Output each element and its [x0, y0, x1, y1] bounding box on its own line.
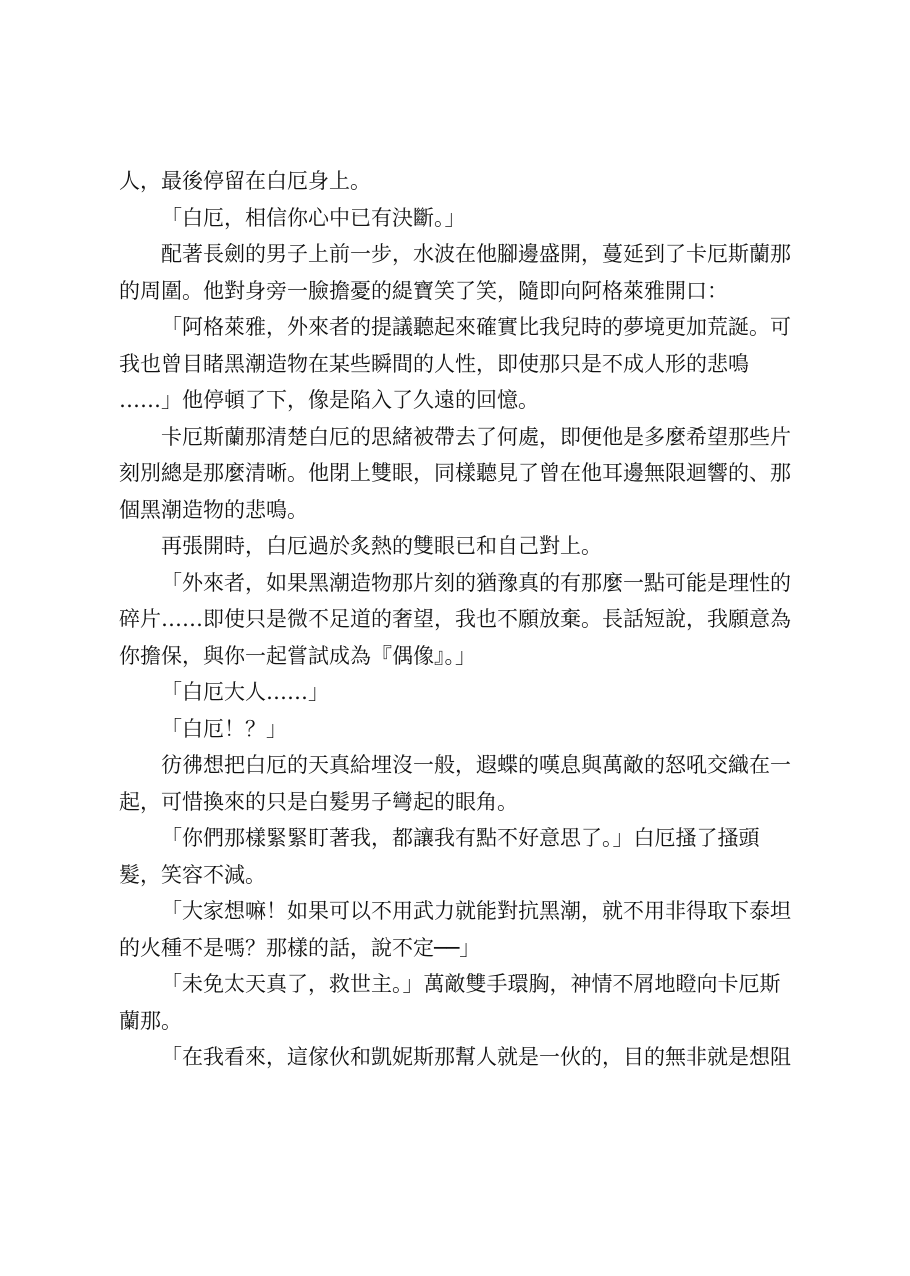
text-line: 碎片……即使只是微不足道的奢望，我也不願放棄。長話短說，我願意為	[119, 607, 791, 631]
text-line: 的火種不是嗎？那樣的話，說不定──」	[119, 935, 481, 960]
text-line: 髮，笑容不減。	[119, 862, 266, 887]
text-line: 彷彿想把白厄的天真給埋沒一般，遐蝶的嘆息與萬敵的怒吼交織在一	[161, 753, 791, 777]
text-line: 「白厄！？」	[161, 716, 287, 741]
text-line: 我也曾目睹黑潮造物在某些瞬間的人性，即使那只是不成人形的悲鳴	[119, 351, 749, 376]
text-line: 「你們那樣緊緊盯著我，都讓我有點不好意思了。」白厄搔了搔頭	[161, 826, 760, 850]
text-line: 「白厄，相信你心中已有決斷。」	[161, 205, 466, 230]
text-line: 「大家想嘛！如果可以不用武力就能對抗黑潮，就不用非得取下泰坦	[161, 899, 791, 923]
body-text	[119, 163, 791, 1076]
text-line: 蘭那。	[119, 1008, 182, 1033]
text-line: 「在我看來，這傢伙和凱妮斯那幫人就是一伙的，目的無非就是想阻	[161, 1045, 791, 1069]
text-line: 「未免太天真了，救世主。」萬敵雙手環胸，神情不屑地瞪向卡厄斯	[161, 972, 781, 996]
text-line: 配著長劍的男子上前一步，水波在他腳邊盛開，蔓延到了卡厄斯蘭那	[161, 242, 791, 266]
text-line: 「白厄大人……」	[161, 680, 329, 704]
text-line: 「阿格萊雅，外來者的提議聽起來確實比我兒時的夢境更加荒誕。可	[161, 315, 791, 339]
text-line: 卡厄斯蘭那清楚白厄的思緒被帶去了何處，即便他是多麼希望那些片	[161, 424, 791, 449]
text-line: ……」他停頓了下，像是陷入了久遠的回憶。	[119, 388, 539, 412]
text-line: 起，可惜換來的只是白髮男子彎起的眼角。	[119, 789, 518, 814]
text-line: 的周圍。他對身旁一臉擔憂的緹寶笑了笑，隨即向阿格萊雅開口：	[119, 278, 728, 303]
text-line: 刻別總是那麼清晰。他閉上雙眼，同樣聽見了曾在他耳邊無限迴響的、那	[119, 461, 791, 485]
text-line: 再張開時，白厄過於炙熱的雙眼已和自己對上。	[161, 534, 602, 558]
text-line: 「外來者，如果黑潮造物那片刻的猶豫真的有那麼一點可能是理性的	[161, 570, 791, 595]
text-line: 個黑潮造物的悲鳴。	[119, 497, 308, 522]
text-line: 人，最後停留在白厄身上。	[119, 169, 371, 193]
text-line: 你擔保，與你一起嘗試成為『偶像』。」	[119, 643, 476, 668]
